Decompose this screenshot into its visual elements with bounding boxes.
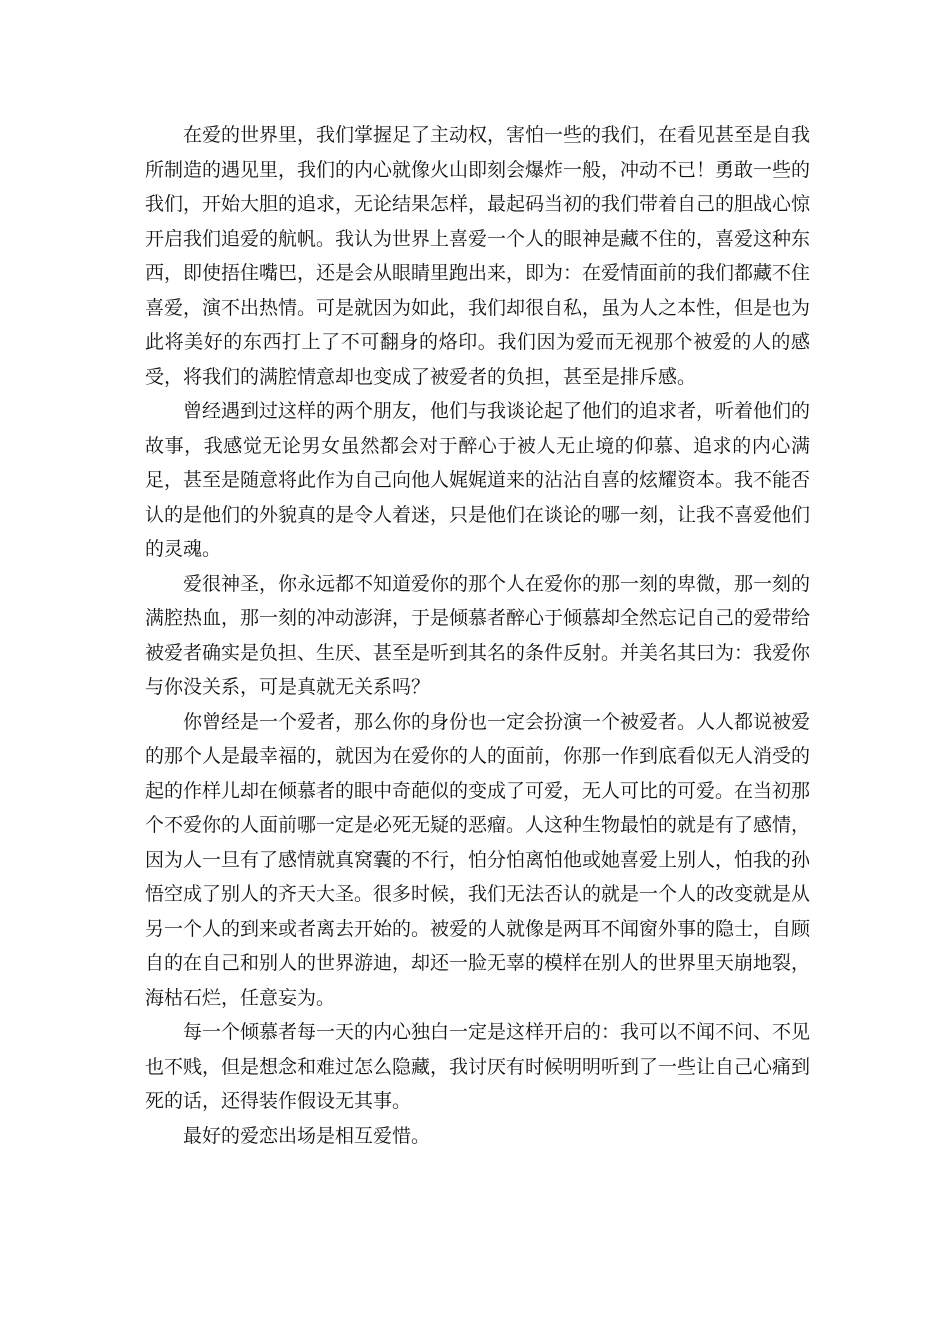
- paragraph-6: 最好的爱恋出场是相互爱惜。: [183, 1124, 431, 1147]
- paragraph-1: 在爱的世界里，我们掌握足了主动权，害怕一些的我们，在看见甚至是自我所制造的遇见里，我们的内心就像火山即刻会爆炸一般，冲动不已！勇敢一些的我们，开始大胆的追求，无论结果怎样，最起码当初的我们带着自己的胆战心惊开启我们追爱的航帆。我认为世界上喜爱一个人的眼神是藏不住的，喜爱这种东西，即使捂住嘴巴，还是会从眼睛里跑出来，即为：在爱情面前的我们都藏不住喜爱，演不出热情。可是就因为如此，我们却很自私，虽为人之本性，但是也为此将美好的东西打上了不可翻身的烙印。我们因为爱而无视那个被爱的人的感受，将我们的满腔情意却也变成了被爱者的负担，甚至是排斥感。: [145, 124, 811, 388]
- document-body: [145, 118, 810, 1153]
- paragraph-3: 爱很神圣，你永远都不知道爱你的那个人在爱你的那一刻的卑微，那一刻的满腔热血，那一刻的冲动澎湃，于是倾慕者醉心于倾慕却全然忘记自己的爱带给被爱者确实是负担、生厌、甚至是听到其名的条件反射。并美名其曰为：我爱你与你没关系，可是真就无关系吗？: [145, 572, 811, 698]
- paragraph-2: 曾经遇到过这样的两个朋友，他们与我谈论起了他们的追求者，听着他们的故事，我感觉无论男女虽然都会对于醉心于被人无止境的仰慕、追求的内心满足，甚至是随意将此作为自己向他人娓娓道来的沾沾自喜的炫耀资本。我不能否认的是他们的外貌真的是令人着迷，只是他们在谈论的哪一刻，让我不喜爱他们的灵魂。: [145, 400, 811, 560]
- paragraph-5: 每一个倾慕者每一天的内心独白一定是这样开启的：我可以不闻不问、不见也不贱，但是想念和难过怎么隐藏，我讨厌有时候明明听到了一些让自己心痛到死的话，还得装作假设无其事。: [145, 1021, 811, 1112]
- paragraph-4: 你曾经是一个爱者，那么你的身份也一定会扮演一个被爱者。人人都说被爱的那个人是最幸福的，就因为在爱你的人的面前，你那一作到底看似无人消受的起的作样儿却在倾慕者的眼中奇葩似的变成了可爱，无人可比的可爱。在当初那个不爱你的人面前哪一定是必死无疑的恶瘤。人这种生物最怕的就是有了感情，因为人一旦有了感情就真窝囊的不行，怕分怕离怕他或她喜爱上别人，怕我的孙悟空成了别人的齐天大圣。很多时候，我们无法否认的就是一个人的改变就是从另一个人的到来或者离去开始的。被爱的人就像是两耳不闻窗外事的隐士，自顾自的在自己和别人的世界游迪，却还一脸无辜的模样在别人的世界里天崩地裂，海枯石烂，任意妄为。: [145, 710, 811, 1009]
